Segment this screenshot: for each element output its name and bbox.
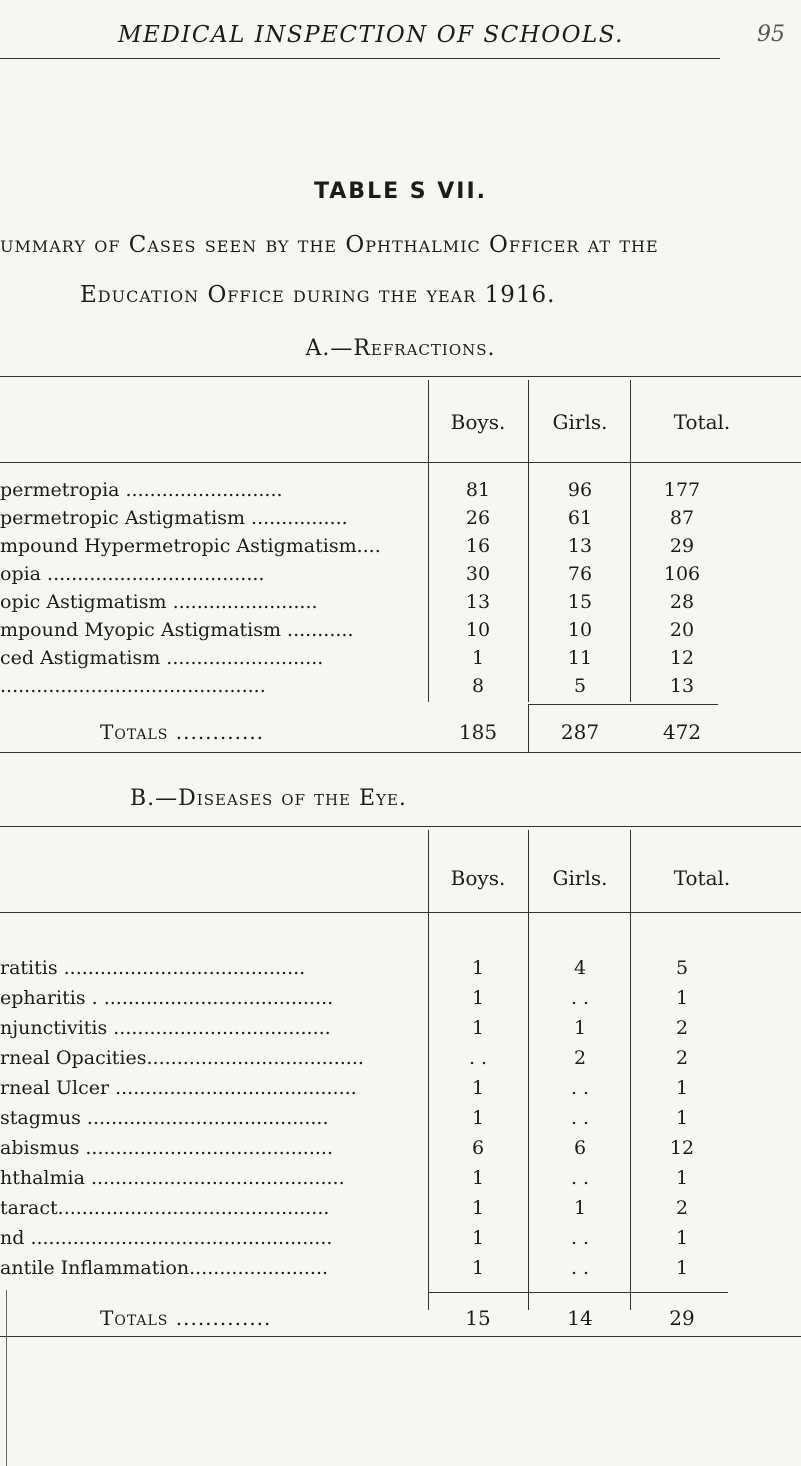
row-label: mpound Myopic Astigmatism ...........	[0, 619, 354, 641]
row-label: opic Astigmatism ........................	[0, 591, 318, 613]
total-cell: 29	[669, 535, 695, 557]
table-row	[0, 588, 801, 616]
row-label: njunctivitis ....................................	[0, 1017, 331, 1039]
table-row	[0, 954, 801, 982]
girls-cell: 15	[567, 591, 593, 613]
total-cell: 1	[675, 1227, 689, 1249]
boys-cell: 13	[465, 591, 491, 613]
girls-cell: 61	[567, 507, 593, 529]
total-cell: 2	[675, 1047, 689, 1069]
girls-cell: . .	[570, 1107, 590, 1129]
row-label: rneal Ulcer ........................................	[0, 1077, 357, 1099]
girls-cell: 11	[567, 647, 593, 669]
section-b-totals-label: Totals .............	[100, 1306, 272, 1330]
table-row	[0, 616, 801, 644]
caption-line-1: ummary of Cases seen by the Ophthalmic Officer at the	[0, 232, 659, 258]
section-b-totals-rule	[428, 1292, 728, 1293]
section-b-totals-boys: 15	[465, 1306, 491, 1330]
boys-cell: 6	[471, 1137, 485, 1159]
table-row	[0, 532, 801, 560]
total-cell: 5	[675, 957, 689, 979]
girls-cell: 1	[573, 1197, 587, 1219]
girls-cell: 96	[567, 479, 593, 501]
row-label: rneal Opacities....................................	[0, 1047, 364, 1069]
section-b-heading: B.—Diseases of the Eye.	[130, 786, 407, 811]
running-title: MEDICAL INSPECTION OF SCHOOLS.	[118, 22, 624, 48]
girls-cell: 4	[573, 957, 587, 979]
boys-cell: 1	[471, 1197, 485, 1219]
girls-cell: 2	[573, 1047, 587, 1069]
row-label: abismus .........................................	[0, 1137, 333, 1159]
girls-cell: 76	[567, 563, 593, 585]
section-a-top-rule	[0, 376, 801, 377]
section-a-col-boys: Boys.	[450, 410, 506, 434]
section-a-heading: A.—Refractions.	[305, 336, 496, 361]
table-row	[0, 672, 801, 700]
total-cell: 12	[669, 1137, 695, 1159]
boys-cell: 1	[471, 1167, 485, 1189]
section-b-bottom-rule	[0, 1336, 801, 1337]
total-cell: 1	[675, 1257, 689, 1279]
table-row	[0, 504, 801, 532]
row-label: nd ..................................................	[0, 1227, 333, 1249]
running-head	[0, 0, 801, 60]
boys-cell: 1	[471, 1257, 485, 1279]
section-a-header-rule	[0, 462, 801, 463]
boys-cell: 10	[465, 619, 491, 641]
girls-cell: 1	[573, 1017, 587, 1039]
table-row	[0, 1194, 801, 1222]
total-cell: 177	[663, 479, 701, 501]
section-a-totals-rule	[528, 704, 718, 705]
total-cell: 1	[675, 1077, 689, 1099]
table-row	[0, 476, 801, 504]
section-a-bottom-rule	[0, 752, 801, 753]
table-title: TABLE S VII.	[313, 179, 488, 204]
section-b-top-rule	[0, 826, 801, 827]
total-cell: 106	[663, 563, 701, 585]
total-cell: 2	[675, 1017, 689, 1039]
boys-cell: 1	[471, 647, 485, 669]
section-b-totals-total: 29	[669, 1306, 695, 1330]
section-a-totals-vrule	[528, 704, 529, 752]
girls-cell: 10	[567, 619, 593, 641]
row-label: ced Astigmatism ..........................	[0, 647, 324, 669]
row-label: stagmus ........................................	[0, 1107, 329, 1129]
table-row	[0, 1224, 801, 1252]
table-row	[0, 644, 801, 672]
girls-cell: . .	[570, 987, 590, 1009]
row-label: epharitis . ......................................	[0, 987, 334, 1009]
boys-cell: 81	[465, 479, 491, 501]
section-a-totals-label: Totals ............	[100, 720, 265, 744]
boys-cell: 1	[471, 1107, 485, 1129]
section-b-col-total: Total.	[673, 866, 731, 890]
row-label: hthalmia ..........................................	[0, 1167, 345, 1189]
section-b-col-boys: Boys.	[450, 866, 506, 890]
boys-cell: 1	[471, 987, 485, 1009]
table-row	[0, 1134, 801, 1162]
table-row	[0, 1254, 801, 1282]
row-label: taract.............................................	[0, 1197, 330, 1219]
girls-cell: . .	[570, 1167, 590, 1189]
table-row	[0, 560, 801, 588]
boys-cell: 26	[465, 507, 491, 529]
section-a-col-girls: Girls.	[552, 410, 608, 434]
table-row	[0, 1014, 801, 1042]
row-label: permetropic Astigmatism ................	[0, 507, 348, 529]
total-cell: 87	[669, 507, 695, 529]
row-label: ratitis ........................................	[0, 957, 306, 979]
section-a-totals-girls: 287	[560, 720, 600, 744]
section-a-col-total: Total.	[673, 410, 731, 434]
boys-cell: 1	[471, 957, 485, 979]
girls-cell: . .	[570, 1257, 590, 1279]
section-b-header-rule	[0, 912, 801, 913]
total-cell: 13	[669, 675, 695, 697]
girls-cell: 6	[573, 1137, 587, 1159]
table-row	[0, 1074, 801, 1102]
total-cell: 1	[675, 987, 689, 1009]
total-cell: 20	[669, 619, 695, 641]
section-a-totals-boys: 185	[458, 720, 498, 744]
girls-cell: . .	[570, 1227, 590, 1249]
boys-cell: 16	[465, 535, 491, 557]
boys-cell: 30	[465, 563, 491, 585]
girls-cell: . .	[570, 1077, 590, 1099]
boys-cell: 8	[471, 675, 485, 697]
table-row	[0, 1164, 801, 1192]
total-cell: 1	[675, 1167, 689, 1189]
row-label: opia ....................................	[0, 563, 265, 585]
row-label: antile Inflammation.......................	[0, 1257, 329, 1279]
total-cell: 28	[669, 591, 695, 613]
head-rule	[0, 58, 720, 59]
girls-cell: 13	[567, 535, 593, 557]
total-cell: 12	[669, 647, 695, 669]
table-row	[0, 1044, 801, 1072]
boys-cell: 1	[471, 1227, 485, 1249]
total-cell: 2	[675, 1197, 689, 1219]
table-row	[0, 1104, 801, 1132]
girls-cell: 5	[573, 675, 587, 697]
row-label: mpound Hypermetropic Astigmatism....	[0, 535, 381, 557]
boys-cell: 1	[471, 1077, 485, 1099]
row-label: permetropia ..........................	[0, 479, 283, 501]
caption-line-2: Education Office during the year 1916.	[80, 282, 556, 308]
table-row	[0, 984, 801, 1012]
section-a-totals-total: 472	[662, 720, 702, 744]
section-b-totals-girls: 14	[567, 1306, 593, 1330]
binding-edge	[6, 1290, 7, 1466]
page-number: 95	[757, 22, 785, 47]
boys-cell: 1	[471, 1017, 485, 1039]
row-label: ............................................	[0, 675, 266, 697]
total-cell: 1	[675, 1107, 689, 1129]
boys-cell: . .	[468, 1047, 488, 1069]
section-b-col-girls: Girls.	[552, 866, 608, 890]
